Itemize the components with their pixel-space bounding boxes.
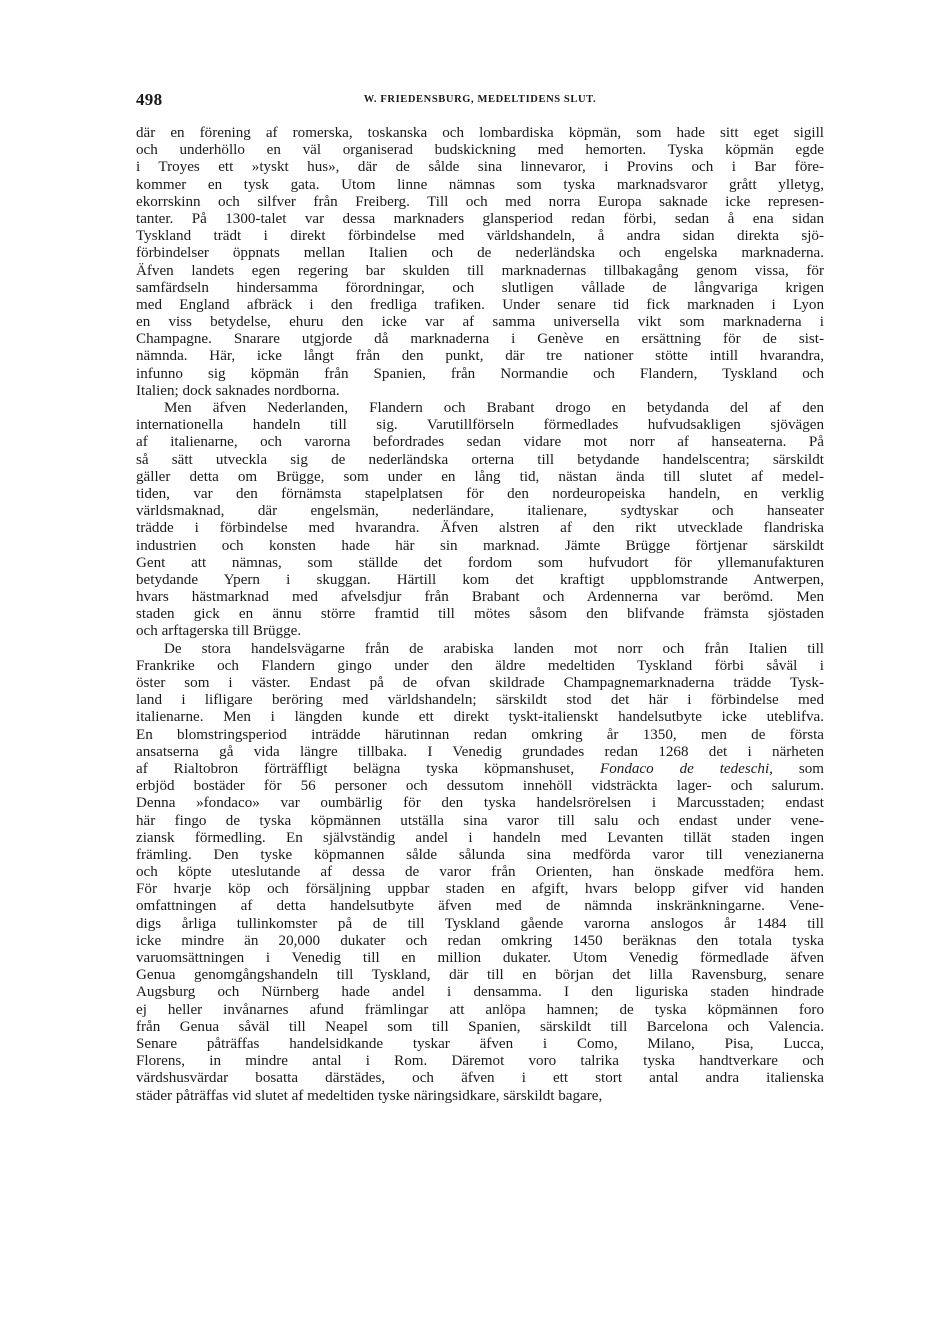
text-line: främling. Den tyske köpmannen sålde sålunda sina medförda varor till venezianerna	[136, 846, 824, 863]
text-line: från Genua såväl till Neapel som till Spanien, särskildt till Barcelona och Valencia.	[136, 1018, 824, 1035]
text-line: af italienarne, och varorna befordrades sedan vidare mot norr af hanseaterna. På	[136, 434, 824, 451]
text-line: betydande Ypern i skuggan. Härtill kom det kraftigt uppblomstrande Antwerpen,	[136, 571, 824, 588]
text-line: Senare påträffas handelsidkande tyskar äfven i Como, Milano, Pisa, Lucca,	[136, 1035, 824, 1052]
text-line: där en förening af romerska, toskanska och lombardiska köpmän, som hade sitt eget sigill	[136, 125, 824, 141]
text-line: ekorrskinn och silfver från Freiberg. Till och med norra Europa saknade icke represen-	[136, 193, 824, 210]
text-line: af Rialtobron förträffligt belägna tyska köpmanshuset, Fondaco de tedeschi, som	[136, 760, 824, 777]
text-line: Italien; dock saknades nordborna.	[136, 382, 340, 399]
text-line: en viss betydelse, ehuru den icke var af samma universella vikt som marknaderna i	[136, 314, 824, 331]
text-line: Tyskland trädt i direkt förbindelse med världshandeln, å andra sidan direkta sjö-	[136, 228, 824, 245]
text-line: samfärdseln hindersamma förordningar, och slutligen vållade de långvariga krigen	[136, 279, 824, 296]
text-line: ziansk förmedling. En självständig andel i handeln med Levanten tillät staden ingen	[136, 829, 824, 846]
text-line: kommer en tysk gata. Utom linne nämnas som tyska marknadsvaror grått ylletyg,	[136, 176, 824, 193]
italic-phrase: Fondaco de tedeschi,	[600, 760, 773, 777]
text-line: Men äfven Nederlanden, Flandern och Brabant drogo en betydanda del af den	[164, 400, 824, 416]
text-line: För hvarje köp och försäljning uppbar staden en afgift, hvars belopp gifver vid handen	[136, 881, 824, 898]
text-line: förbindelser öppnats mellan Italien och de nederländska och engelska marknaderna.	[136, 245, 824, 262]
text-line: omfattningen af detta handelsutbyte äfven med de nämnda inskränkningarne. Vene-	[136, 898, 824, 915]
text-line: ansatserna gå vida längre tillbaka. I Venedig grundades redan 1268 det i närheten	[136, 743, 824, 760]
paragraph	[136, 125, 824, 400]
text-line: här fingo de tyska köpmännen utställa sina varor till salu och endast under vene-	[136, 812, 824, 829]
text-line: italienarne. Men i längden kunde ett direkt tyskt-italienskt handelsutbyte icke uteblifva.	[136, 709, 824, 726]
text-line: varuomsättningen i Venedig till en million dukater. Utom Venedig förmedlade äfven	[136, 950, 824, 966]
text-line: Augsburg och Nürnberg hade andel i densamma. I den liguriska staden hindrade	[136, 984, 824, 1001]
text-line: och arftagerska till Brügge.	[136, 623, 302, 640]
text-line: så sätt utveckla sig de nederländska orterna till betydande handelscentra; särskildt	[136, 451, 824, 468]
text-line: och underhöllo en väl organiserad budskickning med hemorten. Tyska köpmän egde	[136, 142, 824, 159]
running-head	[136, 90, 824, 112]
text-line: De stora handelsvägarne från de arabiska landen mot norr och från Italien till	[164, 640, 824, 657]
running-title: W. FRIEDENSBURG, MEDELTIDENS SLUT.	[363, 94, 597, 105]
text-line: Gent att nämnas, som ställde det fordom som hufvudort för yllemanufakturen	[136, 554, 824, 571]
text-line: Genua genomgångshandeln till Tyskland, där till en början det lilla Ravensburg, senare	[136, 967, 824, 984]
paragraph	[136, 641, 824, 1105]
text-line: och köpte uteslutande af dessa de varor från Orienten, han önskade medföra hem.	[136, 864, 824, 881]
text-line: Florens, in mindre antal i Rom. Däremot voro talrika tyska handtverkare och	[136, 1053, 824, 1070]
text-line: Champagne. Snarare utgjorde då marknaderna i Genève en ersättning för de sist-	[136, 331, 824, 348]
text-line: trädde i förbindelse med hvarandra. Äfven alstren af den rikt utvecklade flandriska	[136, 520, 824, 537]
text-line: nämnda. Här, icke långt från den punkt, där tre nationer stötte intill hvarandra,	[136, 348, 824, 365]
text-line: tiden, var den förnämsta stapelplatsen för den nordeuropeiska handeln, en verklig	[136, 485, 824, 502]
text-line: Äfven landets egen regering bar skulden till marknadernas tillbakagång genom vissa, för	[136, 262, 824, 279]
text-line: städer påträffas vid slutet af medeltiden tyske näringsidkare, särskildt bagare,	[136, 1087, 603, 1104]
text-line: erbjöd bostäder för 56 personer och dessutom innehöll vidsträckta lager- och salurum.	[136, 778, 824, 795]
body-text	[136, 125, 824, 1105]
text-line: industrien och konsten hade här sin marknad. Jämte Brügge förtjenar särskildt	[136, 537, 824, 554]
text-line: Denna »fondaco» var oumbärlig för den tyska handelsrörelsen i Marcusstaden; endast	[136, 795, 824, 812]
text-line: land i lifligare beröring med världshandeln; särskildt stod det här i förbindelse med	[136, 692, 824, 709]
text-line: staden gick en ännu större framtid till mötes såsom den blifvande främsta sjöstaden	[136, 606, 824, 623]
text-line: ej heller invånarnes afund främlingar att anlöpa hamnen; de tyska köpmännen foro	[136, 1001, 824, 1018]
text-line: icke mindre än 20,000 dukater och redan omkring 1450 beräknas den totala tyska	[136, 932, 824, 949]
text-line: internationella handeln till sig. Varutillförseln förmedlades hufvudsakligen sjövägen	[136, 417, 824, 434]
text-line: med England afbräck i den fredliga trafiken. Under senare tid fick marknaden i Lyon	[136, 296, 824, 313]
text-line: digs årliga tullinkomster på de till Tyskland gående varorna anslogos år 1484 till	[136, 915, 824, 932]
text-line: gäller detta om Brügge, som under en lång tid, nästan ända till slutet af medel-	[136, 468, 824, 485]
text-line: tanter. På 1300-talet var dessa marknaders glansperiod redan förbi, sedan å ena sidan	[136, 210, 824, 227]
text-line: världsmaknad, där engelsmän, nederländare, italienare, sydtyskar och hanseater	[136, 503, 824, 520]
paragraph	[136, 400, 824, 641]
text-line: Frankrike och Flandern gingo under den äldre medeltiden Tyskland förbi såväl i	[136, 657, 824, 674]
text-line: värdshusvärdar bosatta därstädes, och äfven i ett stort antal andra italienska	[136, 1070, 824, 1087]
text-line: En blomstringsperiod inträdde härutinnan redan omkring år 1350, men de första	[136, 726, 824, 743]
text-line: hvars hästmarknad med afvelsdjur från Brabant och Ardennerna var berömd. Men	[136, 589, 824, 606]
text-line: i Troyes ett »tyskt hus», där de sålde sina linnevaror, i Provins och i Bar före-	[136, 159, 824, 176]
text-line: infunno sig köpmän från Spanien, från Normandie och Flandern, Tyskland och	[136, 365, 824, 382]
text-line: öster som i väster. Endast på de ofvan skildrade Champagnemarknaderna trädde Tysk-	[136, 675, 824, 691]
page-number: 498	[136, 90, 163, 109]
